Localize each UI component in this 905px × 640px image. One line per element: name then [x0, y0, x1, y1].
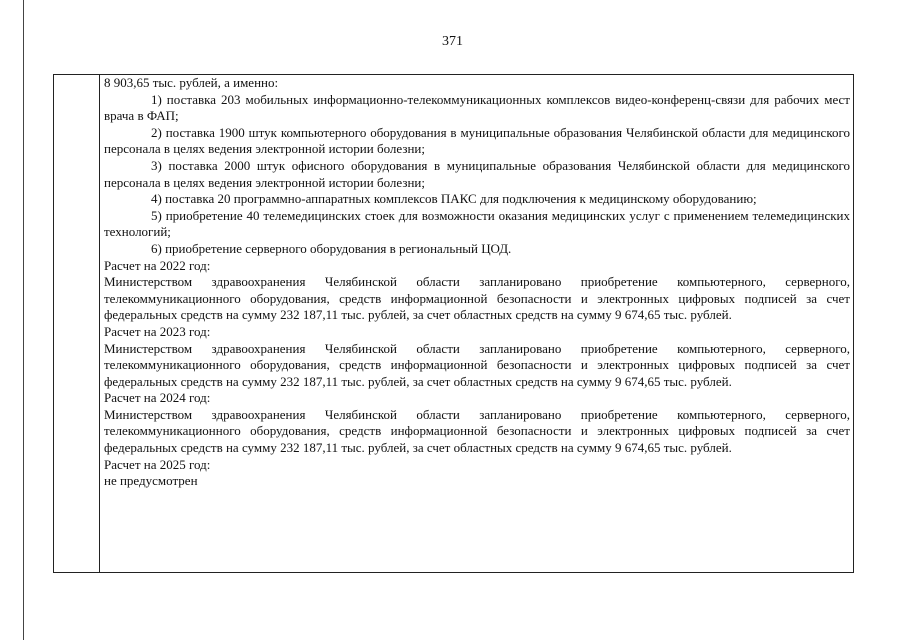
calc-2025-text: не предусмотрен — [104, 473, 198, 489]
table-column-divider — [99, 74, 100, 573]
intro-line: 8 903,65 тыс. рублей, а именно: — [104, 75, 279, 90]
calc-2024-heading: Расчет на 2024 год: — [104, 390, 211, 406]
page-left-edge — [23, 0, 24, 640]
page-number: 371 — [442, 34, 463, 49]
calc-2024-text: Министерством здравоохранения Челябинской области запланировано приобретение компьютерного, серверного, телекоммуникационного оборудования, средств информационной безопасности и электронных цифровых подписей за счет федеральных средств на сумму 232 187,11 тыс. рублей, за счет областных средств на сумму 9 674,65 тыс. рублей. — [104, 406, 850, 456]
calc-2023-heading: Расчет на 2023 год: — [104, 323, 211, 339]
list-item-4: 4) поставка 20 программно-аппаратных комплексов ПАКС для подключения к медицинскому оборудованию; — [151, 191, 757, 207]
list-item-5: 5) приобретение 40 телемедицинских стоек для возможности оказания медицинских услуг с применением телемедицинских технологий; — [104, 207, 850, 240]
calc-2022-text: Министерством здравоохранения Челябинской области запланировано приобретение компьютерного, серверного, телекоммуникационного оборудования, средств информационной безопасности и электронных цифровых подписей за счет федеральных средств на сумму 232 187,11 тыс. рублей, за счет областных средств на сумму 9 674,65 тыс. рублей. — [104, 274, 850, 323]
calc-2025-heading: Расчет на 2025 год: — [104, 456, 211, 472]
list-item-6: 6) приобретение серверного оборудования в региональный ЦОД. — [151, 240, 512, 256]
table-cell-content — [104, 75, 850, 490]
calc-2022-heading: Расчет на 2022 год: — [104, 257, 211, 273]
list-item-2: 2) поставка 1900 штук компьютерного оборудования в муниципальные образования Челябинской области для медицинского персонала в целях ведения электронной истории болезни; — [104, 124, 850, 157]
calc-2023-text: Министерством здравоохранения Челябинской области запланировано приобретение компьютерного, серверного, телекоммуникационного оборудования, средств информационной безопасности и электронных цифровых подписей за счет федеральных средств на сумму 232 187,11 тыс. рублей, за счет областных средств на сумму 9 674,65 тыс. рублей. — [104, 340, 850, 389]
list-item-3: 3) поставка 2000 штук офисного оборудования в муниципальные образования Челябинской области для медицинского персонала в целях ведения электронной истории болезни; — [104, 157, 850, 190]
list-item-1: 1) поставка 203 мобильных информационно-телекоммуникационных комплексов видео-конференц-связи для рабочих мест врача в ФАП; — [104, 91, 850, 124]
